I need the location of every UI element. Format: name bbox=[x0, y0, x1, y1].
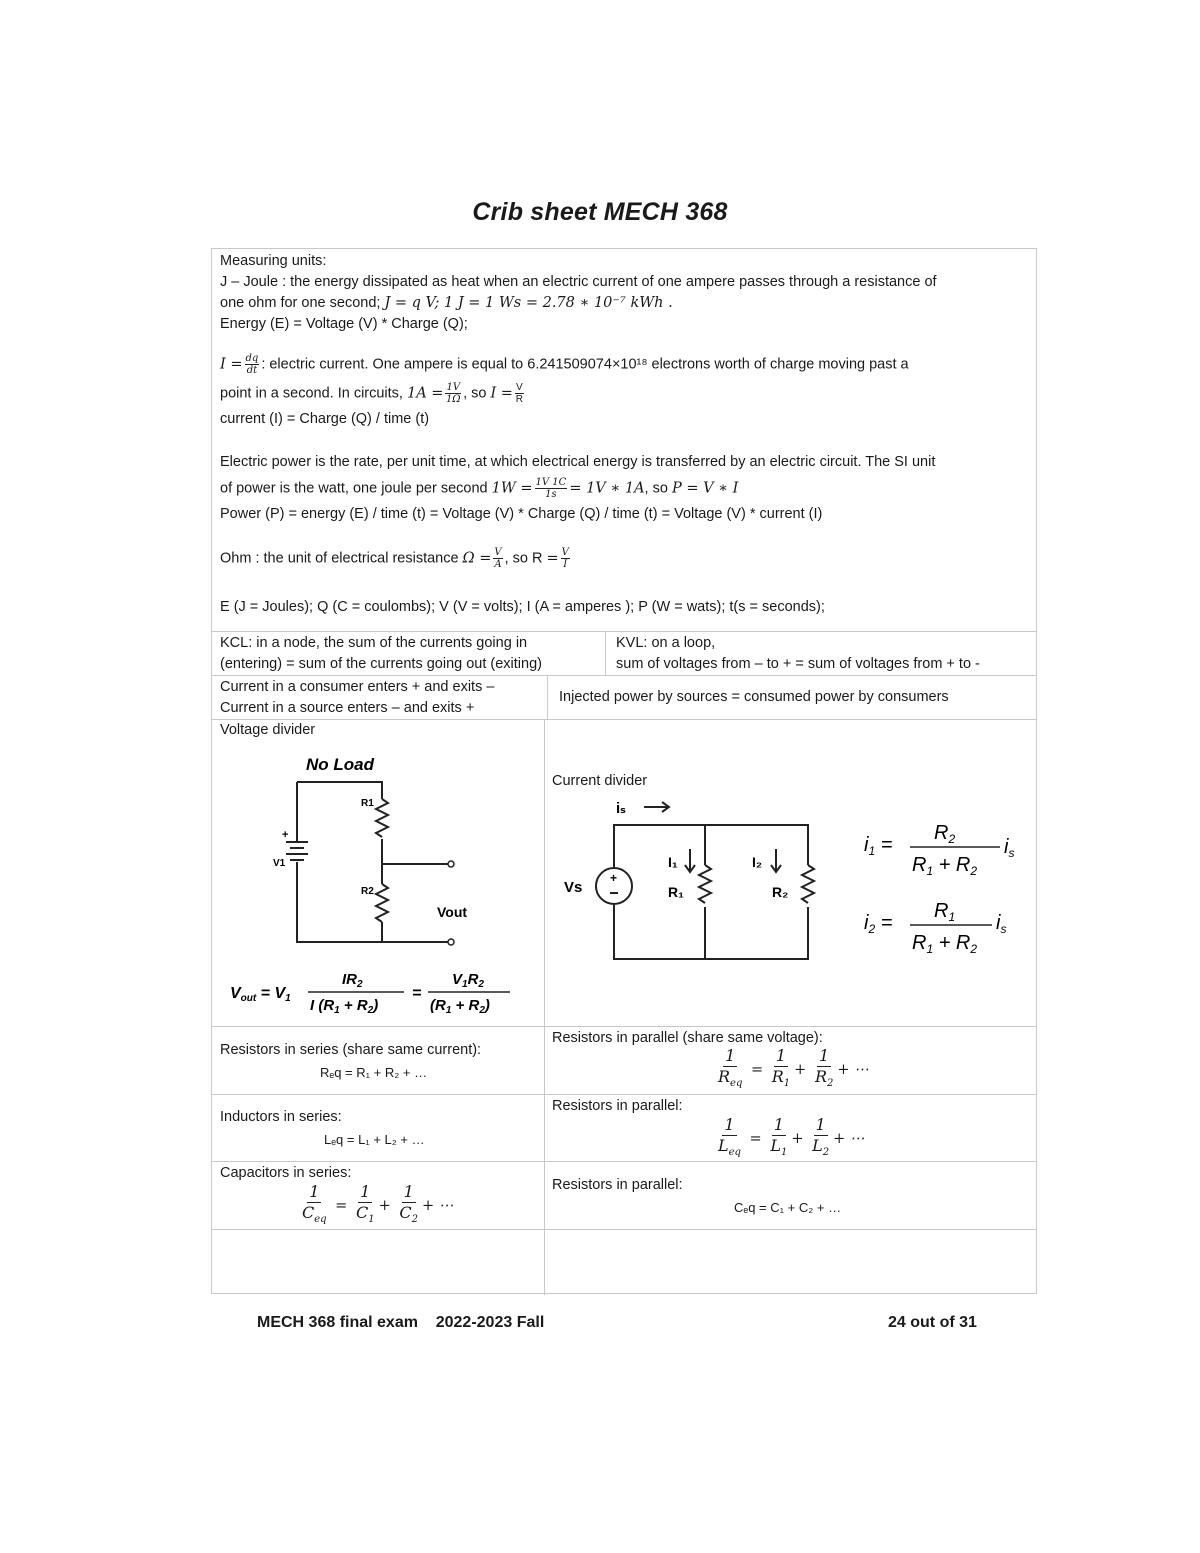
resistor-r1 bbox=[699, 865, 711, 907]
svg-text:is: $i_s$ bbox=[1004, 836, 1015, 860]
voltage-source-vs bbox=[596, 867, 632, 905]
current-divider-label: Current divider bbox=[552, 773, 648, 789]
consumer-current-rule: Current in a consumer enters + and exits – bbox=[220, 679, 495, 695]
resistors-parallel-label: Resistors in parallel (share same voltage): bbox=[552, 1030, 823, 1046]
capacitors-series-formula: 1 $C_{eq}$ = $\frac{1}{C_1}$ + $\frac{1}{C_2}$ + ⋯ bbox=[302, 1182, 454, 1226]
svg-text:is: $i_s$ bbox=[996, 912, 1007, 936]
svg-text:Vs: Vs bbox=[564, 879, 583, 896]
capacitors-series-label: Capacitors in series: bbox=[220, 1165, 352, 1181]
divider bbox=[212, 1026, 1036, 1027]
footer-exam-info: MECH 368 final exam 2022-2023 Fall bbox=[257, 1314, 545, 1331]
svg-text:+: + bbox=[282, 829, 289, 841]
kcl-line1: KCL: in a node, the sum of the currents going in bbox=[220, 635, 528, 651]
current-divider-formula bbox=[864, 822, 1014, 956]
current-divider-diagram bbox=[552, 789, 1032, 1019]
svg-text:Vout: Vout bbox=[437, 904, 468, 920]
kcl-line2: (entering) = sum of the currents going out (exiting) bbox=[220, 656, 542, 672]
no-load-caption: No Load bbox=[306, 755, 374, 774]
units-heading: Measuring units: bbox=[220, 253, 327, 269]
footer-page-number: 24 out of 31 bbox=[888, 1314, 977, 1331]
svg-text:R1: R1 bbox=[361, 798, 374, 809]
svg-text:=: = bbox=[412, 985, 422, 1002]
resistor-r1 bbox=[376, 799, 388, 837]
inductors-parallel-label: Resistors in parallel: bbox=[552, 1098, 683, 1114]
capacitors-parallel-label: Resistors in parallel: bbox=[552, 1177, 683, 1193]
svg-text:I₁: I₁ bbox=[668, 854, 678, 870]
inductors-series-formula: Lₑq = L₁ + L₂ + … bbox=[324, 1132, 425, 1147]
divider bbox=[212, 631, 1036, 632]
resistors-series-formula: Rₑq = R₁ + R₂ + … bbox=[320, 1065, 428, 1080]
svg-text:i2 =: $i_2$ = bbox=[864, 912, 893, 936]
svg-text:R1: $R_1$ bbox=[934, 900, 956, 924]
divider bbox=[212, 719, 1036, 720]
svg-text:V1: V1 bbox=[273, 858, 286, 869]
svg-text:i1 =: $i_1$ = bbox=[864, 834, 893, 858]
resistors-parallel-formula: 1 $R_{eq}$ = $\frac{1}{R_1}$ + $\frac{1}{R_2}$ + ⋯ bbox=[718, 1046, 869, 1090]
ohm-definition: Ohm : the unit of electrical resistance Ω = $\frac{V}{A}$ , so R = $\frac{V}{I}$ bbox=[220, 547, 569, 570]
power-definition: Electric power is the rate, per unit time, at which electrical energy is transferred by an electric circuit. The SI unit bbox=[220, 454, 936, 470]
inductors-parallel-formula: 1 $L_{eq}$ = $\frac{1}{L_1}$ + $\frac{1}{L_2}$ + ⋯ bbox=[718, 1115, 865, 1159]
svg-text:R2: R2 bbox=[361, 886, 374, 897]
svg-text:+: + bbox=[610, 871, 618, 885]
divider bbox=[212, 675, 1036, 676]
resistor-r2 bbox=[376, 884, 388, 922]
crib-sheet-table bbox=[211, 248, 1037, 1294]
voltage-divider-diagram bbox=[220, 744, 540, 1024]
current-ohm-relation: point in a second. In circuits, 1A = $\frac{1V}{1\Omega}$ , so I = $\frac{V}{R}$ bbox=[220, 382, 523, 405]
kvl-line1: KVL: on a loop, bbox=[616, 635, 716, 651]
divider bbox=[605, 631, 606, 675]
divider bbox=[544, 719, 545, 1295]
resistors-series-label: Resistors in series (share same current): bbox=[220, 1042, 482, 1058]
current-definition: I = $\frac{dq}{dt}$ : electric current. One ampere is equal to 6.241509074×10¹⁸ electrons worth of charge moving past a bbox=[220, 353, 909, 376]
svg-text:I₂: I₂ bbox=[752, 854, 763, 870]
joule-definition: J – Joule : the energy dissipated as heat when an electric current of one ampere passes through a resistance of bbox=[220, 274, 937, 290]
svg-text:iₛ: iₛ bbox=[616, 800, 626, 817]
kvl-line2: sum of voltages from – to + = sum of voltages from + to - bbox=[616, 656, 980, 672]
source-current-rule: Current in a source enters – and exits + bbox=[220, 700, 475, 716]
current-formula: current (I) = Charge (Q) / time (t) bbox=[220, 411, 430, 427]
power-formula: Power (P) = energy (E) / time (t) = Voltage (V) * Charge (Q) / time (t) = Voltage (V) * current (I) bbox=[220, 506, 823, 522]
divider bbox=[547, 675, 548, 719]
capacitors-parallel-formula: Cₑq = C₁ + C₂ + … bbox=[734, 1200, 842, 1215]
units-legend: E (J = Joules); Q (C = coulombs); V (V = volts); I (A = amperes ); P (W = wats); t(s = seconds); bbox=[220, 599, 825, 615]
voltage-divider-label: Voltage divider bbox=[220, 722, 316, 738]
svg-text:IR2: $IR_2$ bbox=[342, 971, 363, 990]
voltage-divider-formula bbox=[230, 971, 510, 1016]
energy-formula: Energy (E) = Voltage (V) * Charge (Q); bbox=[220, 316, 468, 332]
svg-text:R2: $R_2$ bbox=[934, 822, 956, 846]
svg-text:R1 + R2: $R_1 + R_2$ bbox=[912, 932, 978, 956]
power-balance: Injected power by sources = consumed power by consumers bbox=[559, 689, 949, 705]
svg-text:R₂: R₂ bbox=[772, 884, 789, 900]
battery-v1 bbox=[282, 829, 308, 860]
svg-text:R₁: R₁ bbox=[668, 884, 684, 900]
resistor-r2 bbox=[802, 865, 814, 907]
inductors-series-label: Inductors in series: bbox=[220, 1109, 342, 1125]
power-watt: of power is the watt, one joule per second 1W = $\frac{1V 1C}{1s}$ = 1V ∗ 1A, so P = V ∗ I bbox=[220, 477, 739, 500]
svg-text:V1R2: $V_1R_2$ bbox=[452, 971, 484, 990]
svg-text:Vout = V1: Vout = V1 bbox=[230, 985, 291, 1004]
divider bbox=[212, 1094, 1036, 1095]
svg-text:(R1 + R2): $(R_1 + R_2)$ bbox=[430, 997, 490, 1016]
svg-text:R1 + R2: $R_1 + R_2$ bbox=[912, 854, 978, 878]
svg-text:I (R1 + R2): I $(R_1 + R_2)$ bbox=[310, 997, 379, 1016]
divider bbox=[212, 1161, 1036, 1162]
page-title: Crib sheet MECH 368 bbox=[472, 198, 728, 226]
joule-formula: one ohm for one second; J = q V; 1 J = 1 Ws = 2.78 ∗ 10⁻⁷ kWh . bbox=[220, 295, 673, 311]
